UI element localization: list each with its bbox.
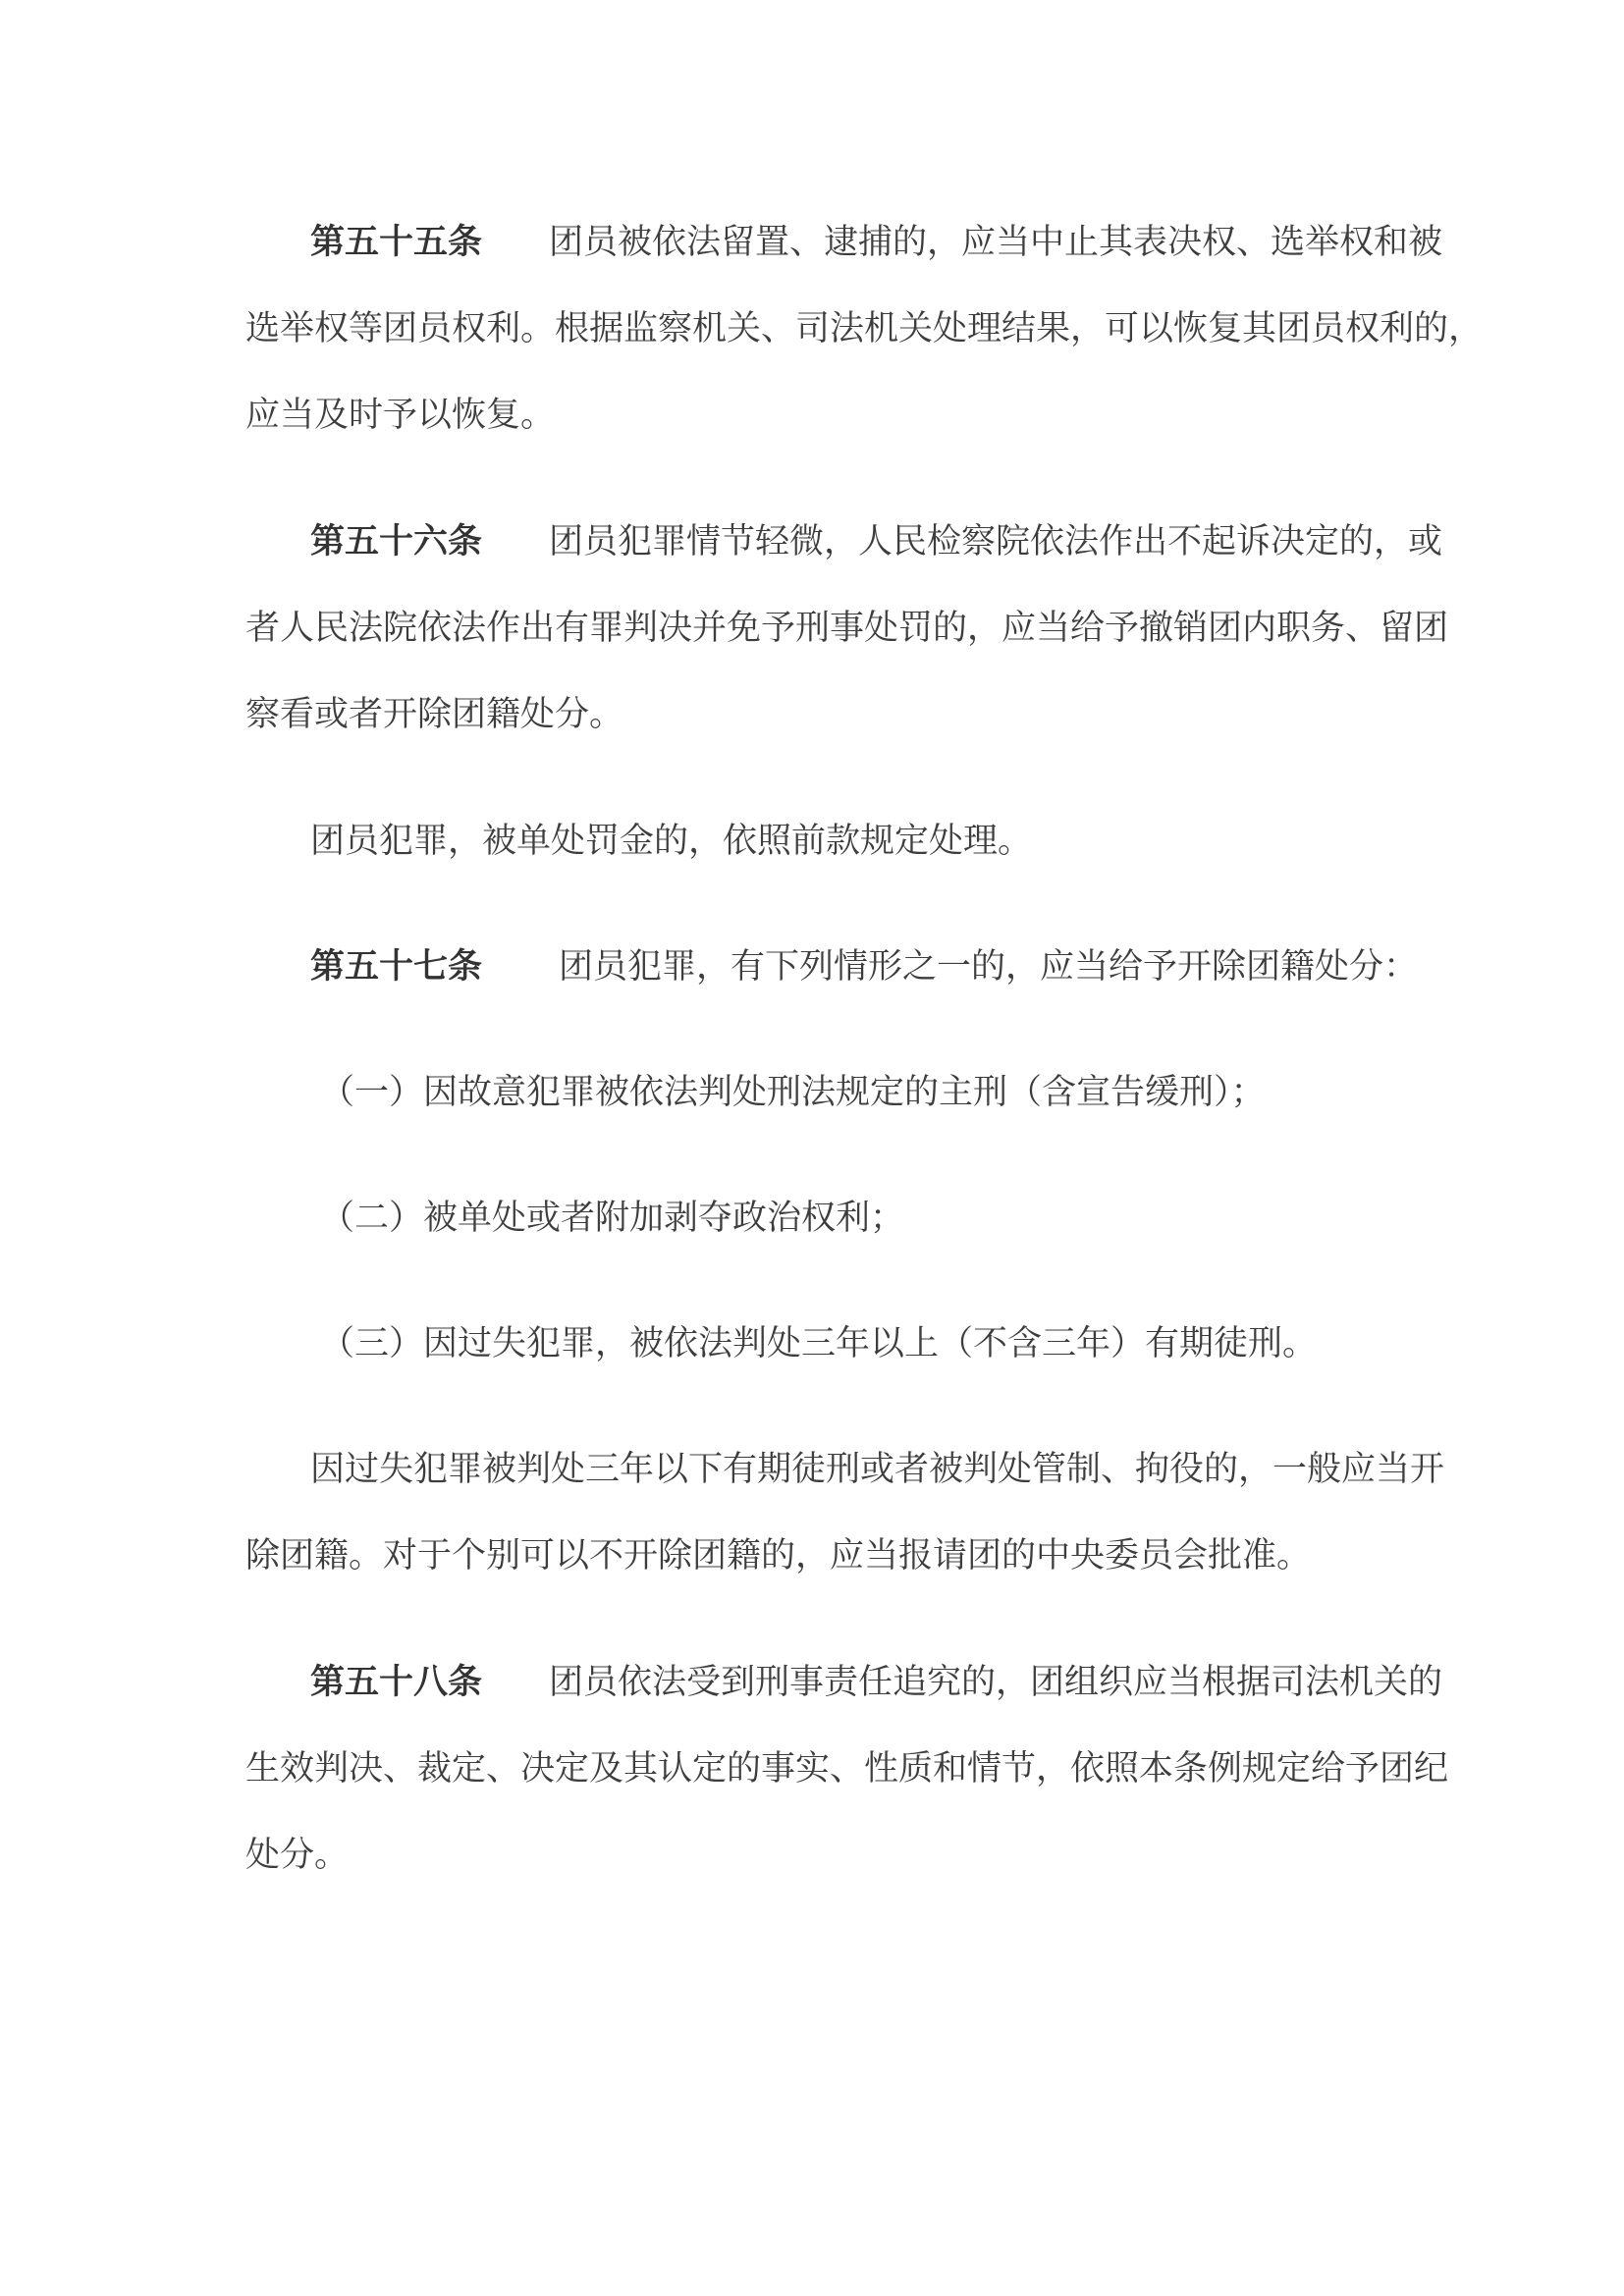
article-57-item-1 <box>245 1049 1384 1136</box>
article-57-item-3 <box>245 1301 1384 1387</box>
article-56-line-3: 察看或者开除团籍处分。 <box>245 695 624 734</box>
article-58-heading: 第五十八条 <box>310 1663 483 1702</box>
article-56 <box>245 499 1449 758</box>
article-56-line-2: 者人民法院依法作出有罪判决并免予刑事处罚的，应当给予撤销团内职务、留团 <box>245 609 1449 648</box>
article-55 <box>245 199 1484 458</box>
article-56-text-1: 团员犯罪情节轻微，人民检察院依法作出不起诉决定的，或 <box>549 522 1443 561</box>
article-56-line-1 <box>245 499 1443 585</box>
article-57-item-1-text: （一）因故意犯罪被依法判处刑法规定的主刑（含宣告缓刑）； <box>320 1073 1266 1112</box>
article-57 <box>245 924 1419 1010</box>
article-55-line-1 <box>245 199 1443 286</box>
article-57-heading: 第五十七条 <box>310 947 483 987</box>
article-57-closing-line-1: 因过失犯罪被判处三年以下有期徒刑或者被判处管制、拘役的，一般应当开 <box>310 1450 1445 1489</box>
article-57-closing <box>245 1426 1445 1599</box>
article-55-text-1: 团员被依法留置、逮捕的，应当中止其表决权、选举权和被 <box>549 223 1443 262</box>
article-57-closing-line-2: 除团籍。对于个别可以不开除团籍的，应当报请团的中央委员会批准。 <box>245 1536 1312 1575</box>
article-57-item-3-text: （三）因过失犯罪，被依法判处三年以上（不含三年）有期徒刑。 <box>320 1324 1318 1363</box>
article-57-item-2 <box>245 1175 1384 1261</box>
article-55-line-2: 选举权等团员权利。根据监察机关、司法机关处理结果，可以恢复其团员权利的， <box>245 309 1484 348</box>
article-55-heading: 第五十五条 <box>310 223 483 262</box>
article-58 <box>245 1639 1449 1898</box>
article-57-item-2-text: （二）被单处或者附加剥夺政治权利； <box>320 1199 905 1238</box>
article-56-paragraph-2-text: 团员犯罪，被单处罚金的，依照前款规定处理。 <box>310 822 1033 861</box>
article-55-line-3: 应当及时予以恢复。 <box>245 396 556 435</box>
article-57-line-1 <box>245 924 1419 1010</box>
article-58-line-1 <box>245 1639 1443 1726</box>
article-57-intro: 团员犯罪，有下列情形之一的，应当给予开除团籍处分： <box>559 947 1419 987</box>
article-56-paragraph-2 <box>245 798 1384 884</box>
article-58-line-2: 生效判决、裁定、决定及其认定的事实、性质和情节，依照本条例规定给予团纪 <box>245 1749 1449 1789</box>
article-56-heading: 第五十六条 <box>310 522 483 561</box>
article-58-text-1: 团员依法受到刑事责任追究的，团组织应当根据司法机关的 <box>549 1663 1443 1702</box>
article-58-line-3: 处分。 <box>245 1836 350 1875</box>
